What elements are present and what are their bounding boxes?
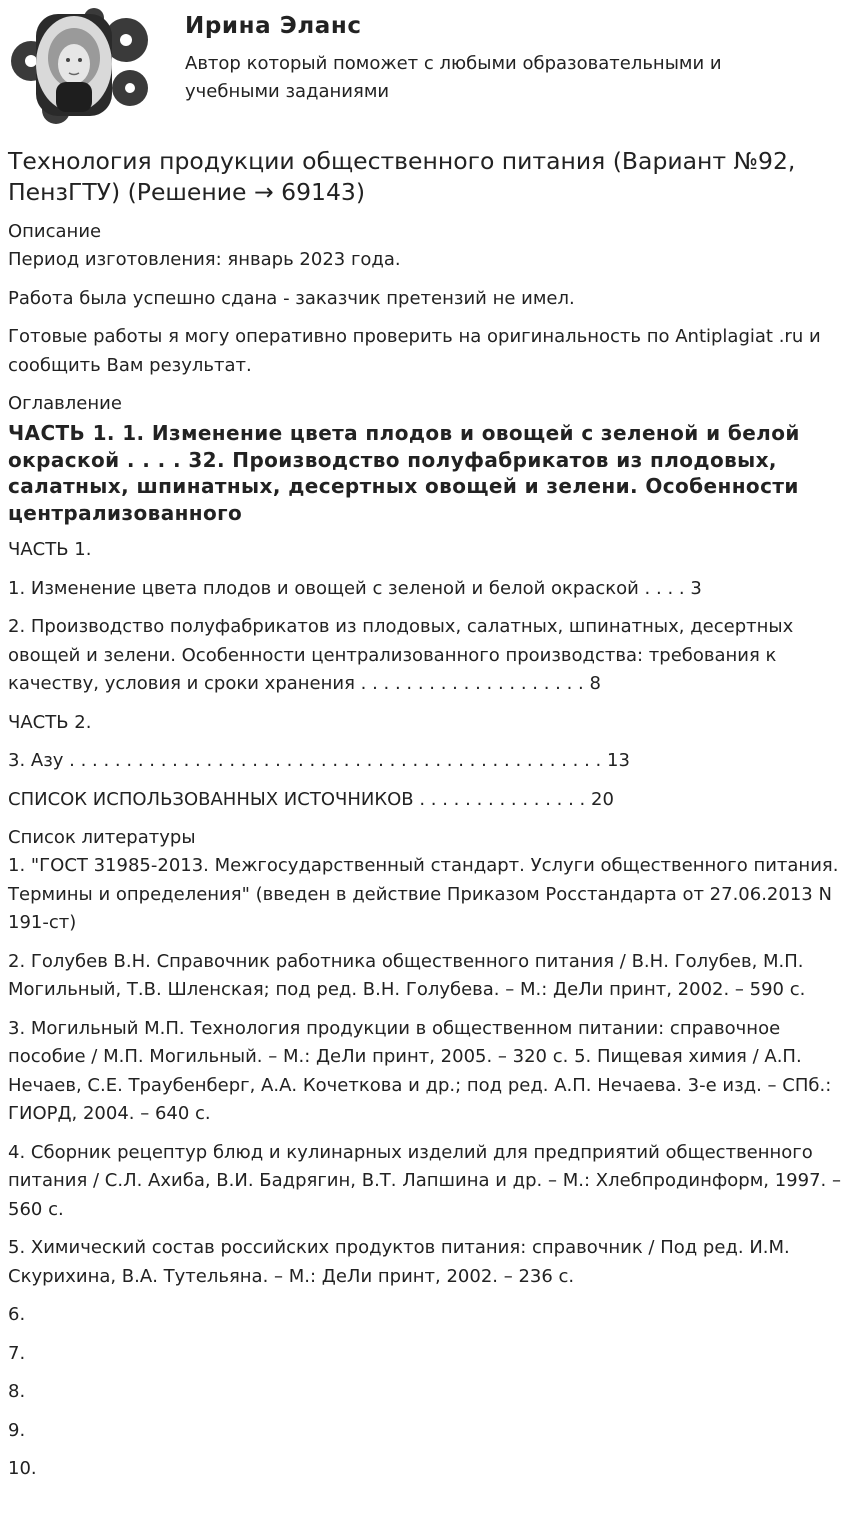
literature-item: 2. Голубев В.Н. Справочник работника общественного питания / В.Н. Голубев, М.П. Могильный, Т.В. Шленская; под ред. В.Н. Голубева. – М.: ДеЛи принт, 2002. – 590 с.: [8, 950, 806, 1000]
author-description: Автор который поможет с любыми образовательными и учебными заданиями: [185, 53, 722, 102]
toc-item: ЧАСТЬ 2.: [8, 711, 92, 733]
literature-item: 4. Сборник рецептур блюд и кулинарных изделий для предприятий общественного питания / С.Л. Ахиба, В.И. Бадрягин, В.Т. Лапшина и др. – М.: Хлебпродинформ, 1997. – 560 с.: [8, 1141, 841, 1220]
toc-item: СПИСОК ИСПОЛЬЗОВАННЫХ ИСТОЧНИКОВ . . . . . . . . . . . . . . . 20: [8, 788, 614, 810]
document-body: [8, 146, 842, 1484]
toc-item: 1. Изменение цвета плодов и овощей с зеленой и белой окраской . . . . 3: [8, 577, 702, 599]
page-title: Технология продукции общественного питания (Вариант №92, ПензГТУ) (Решение → 69143): [8, 147, 796, 206]
literature-item: 6.: [8, 1304, 26, 1325]
description-label: Описание: [8, 221, 102, 242]
literature-item: 7.: [8, 1342, 26, 1364]
description-paragraph: Период изготовления: январь 2023 года.: [8, 249, 401, 270]
literature-item: 5. Химический состав российских продуктов питания: справочник / Под ред. И.М. Скурихина, В.А. Тутельяна. – М.: ДеЛи принт, 2002. – 236 с.: [8, 1237, 790, 1287]
literature-item: 10.: [8, 1458, 37, 1479]
literature-item: 8.: [8, 1381, 26, 1402]
author-name: Ирина Эланс: [185, 13, 362, 39]
literature-item: 9.: [8, 1419, 26, 1441]
description-paragraph: Готовые работы я могу оперативно проверить на оригинальность по Antiplagiat .ru и сообщить Вам результат.: [8, 326, 821, 376]
author-avatar: [8, 6, 150, 126]
literature-label: Список литературы: [8, 827, 196, 848]
toc-item: 3. Азу . . . . . . . . . . . . . . . . . . . . . . . . . . . . . . . . . . . . . . . . . . . . . . . 13: [8, 750, 630, 771]
toc-item: 2. Производство полуфабрикатов из плодовых, салатных, шпинатных, десертных овощей и зелени. Особенности централизованного производства: требования к качеству, условия и сроки хранения . . . . . . . . . . . . . . . . . . . . 8: [8, 616, 794, 694]
toc-summary: ЧАСТЬ 1. 1. Изменение цвета плодов и овощей с зеленой и белой окраской . . . . 32. Производство полуфабрикатов из плодовых, салатных, шпинатных, десертных овощей и зелени. Особенности централизованного: [8, 421, 800, 525]
literature-item: 1. "ГОСТ 31985-2013. Межгосударственный стандарт. Услуги общественного питания. Термины и определения" (введен в действие Приказом Росстандарта от 27.06.2013 N 191-ст): [8, 855, 839, 933]
literature-item: 3. Могильный М.П. Технология продукции в общественном питании: справочное пособие / М.П. Могильный. – М.: ДеЛи принт, 2005. – 320 с. 5. Пищевая химия / А.П. Нечаев, С.Е. Траубенберг, А.А. Кочеткова и др.; под ред. А.П. Нечаева. 3-е изд. – СПб.: ГИОРД, 2004. – 640 с.: [8, 1017, 832, 1124]
toc-label: Оглавление: [8, 393, 122, 414]
author-header: [0, 0, 847, 134]
toc-item: ЧАСТЬ 1.: [8, 539, 92, 560]
description-paragraph: Работа была успешно сдана - заказчик претензий не имел.: [8, 287, 575, 309]
